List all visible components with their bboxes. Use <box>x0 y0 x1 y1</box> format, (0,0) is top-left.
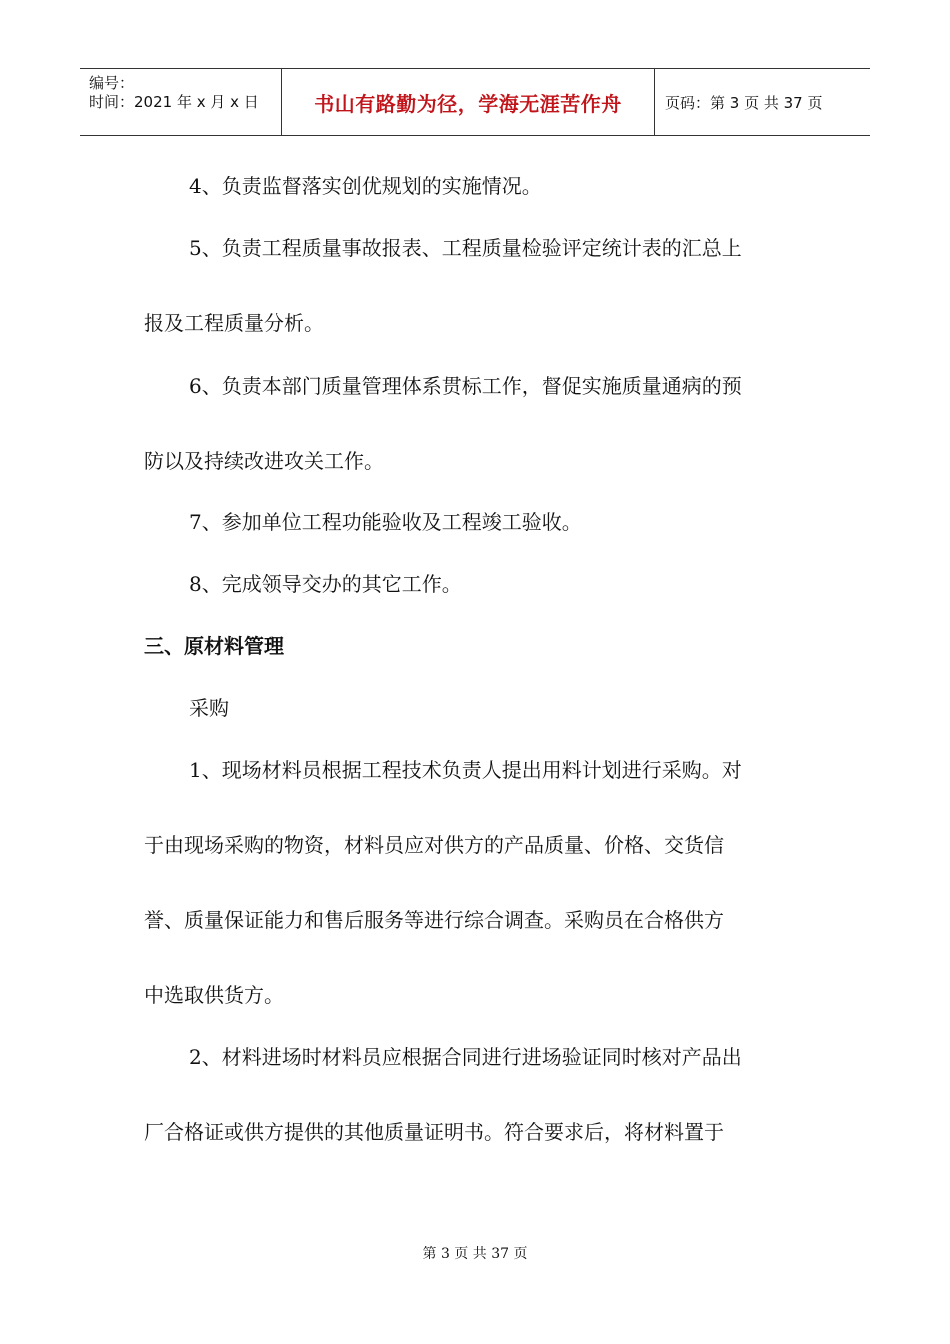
page-footer: 第 3 页 共 37 页 <box>422 1246 528 1262</box>
document-header <box>80 68 870 136</box>
subsection-label: 采购 <box>189 696 229 720</box>
paragraph-line: 防以及持续改进攻关工作。 <box>144 449 384 473</box>
section-heading: 三、原材料管理 <box>144 634 284 658</box>
header-meta-cell <box>80 69 282 135</box>
paragraph-line: 2、材料进场时材料员应根据合同进行进场验证同时核对产品出 <box>189 1045 742 1069</box>
document-date: 时间：2021 年 x 月 x 日 <box>89 93 259 111</box>
paragraph-line: 报及工程质量分析。 <box>144 311 324 335</box>
paragraph-line: 5、负责工程质量事故报表、工程质量检验评定统计表的汇总上 <box>189 236 742 260</box>
header-motto: 书山有路勤为径，学海无涯苦作舟 <box>282 69 655 135</box>
paragraph-line: 7、参加单位工程功能验收及工程竣工验收。 <box>189 510 582 534</box>
paragraph-line: 于由现场采购的物资，材料员应对供方的产品质量、价格、交货信 <box>144 833 724 857</box>
paragraph-line: 6、负责本部门质量管理体系贯标工作，督促实施质量通病的预 <box>189 374 742 398</box>
paragraph-line: 中选取供货方。 <box>144 983 284 1007</box>
header-page-info: 页码：第 3 页 共 37 页 <box>665 93 823 112</box>
paragraph-line: 誉、质量保证能力和售后服务等进行综合调查。采购员在合格供方 <box>144 908 724 932</box>
paragraph-line: 1、现场材料员根据工程技术负责人提出用料计划进行采购。对 <box>189 758 742 782</box>
paragraph-line: 厂合格证或供方提供的其他质量证明书。符合要求后，将材料置于 <box>144 1120 724 1144</box>
paragraph-line: 8、完成领导交办的其它工作。 <box>189 572 462 596</box>
paragraph-line: 4、负责监督落实创优规划的实施情况。 <box>189 174 542 198</box>
document-number-label: 编号： <box>89 74 135 92</box>
